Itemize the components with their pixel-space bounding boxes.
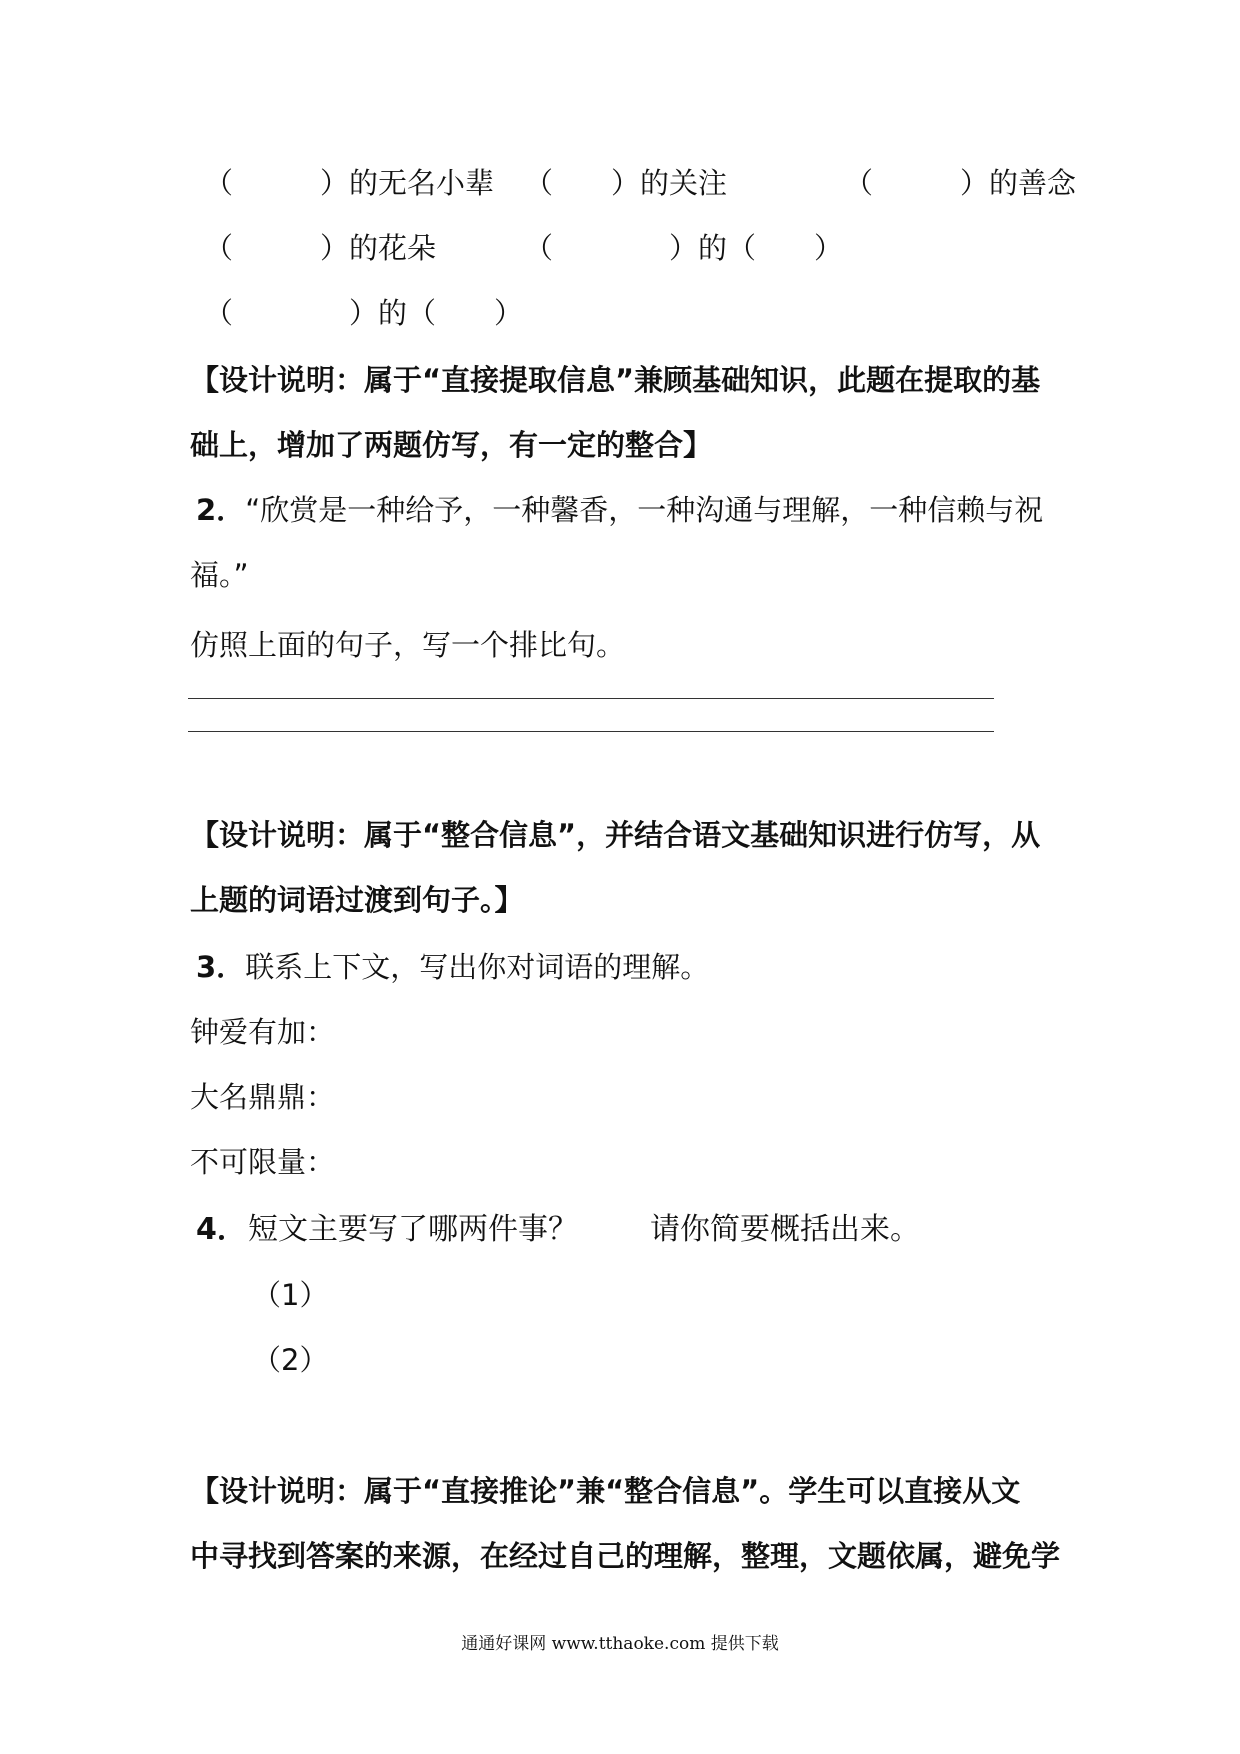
- q3-prompt: 联系上下文，写出你对词语的理解。: [245, 950, 710, 984]
- design-note-1-line-1: 【设计说明：属于“直接提取信息”兼顾基础知识，此题在提取的基: [190, 363, 1041, 397]
- q1-blank-5: （ ）的（ ）: [524, 231, 844, 265]
- q4-item-1: （1）: [252, 1278, 329, 1312]
- q1-blank-1: （ ）的无名小辈: [204, 166, 495, 200]
- q2-quote-line-1: “欣赏是一种给予，一种馨香，一种沟通与理解，一种信赖与祝: [245, 493, 1044, 527]
- q1-blank-2: （ ）的关注: [524, 166, 728, 200]
- q4-number: 4．: [196, 1212, 247, 1247]
- q3-term-2: 大名鼎鼎：: [190, 1080, 336, 1114]
- design-note-3-line-1: 【设计说明：属于“直接推论”兼“整合信息”。学生可以直接从文: [190, 1474, 1021, 1508]
- q3-term-3: 不可限量：: [190, 1145, 336, 1179]
- q1-blank-4: （ ）的花朵: [204, 231, 437, 265]
- design-note-2-line-1: 【设计说明：属于“整合信息”，并结合语文基础知识进行仿写，从: [190, 818, 1041, 852]
- q2-answer-line-1[interactable]: [188, 698, 994, 699]
- q4-prompt-2: 请你简要概括出来。: [650, 1212, 920, 1247]
- q1-blank-row-1: [204, 163, 1077, 203]
- q3-line: [196, 947, 709, 987]
- q3-number: 3．: [196, 950, 246, 984]
- q2-line-1: [196, 490, 1043, 530]
- q4-item-2: （2）: [252, 1343, 329, 1377]
- q1-blank-3: （ ）的善念: [844, 166, 1077, 200]
- page-footer: 通通好课网 www.tthaoke.com 提供下载: [461, 1634, 779, 1654]
- q1-blank-row-3: （ ）的（ ）: [204, 296, 524, 330]
- q3-term-1: 钟爱有加：: [190, 1015, 336, 1049]
- q2-instruction: 仿照上面的句子，写一个排比句。: [190, 628, 626, 662]
- q4-line: [196, 1210, 1016, 1250]
- q2-number: 2．: [196, 493, 246, 527]
- q2-quote-line-2: 福。”: [190, 558, 249, 592]
- design-note-2-line-2: 上题的词语过渡到句子。】: [190, 883, 524, 917]
- design-note-3-line-2: 中寻找到答案的来源，在经过自己的理解，整理，文题依属，避免学: [190, 1539, 1061, 1573]
- q2-answer-line-2[interactable]: [188, 731, 994, 732]
- q4-prompt: 短文主要写了哪两件事？: [248, 1212, 578, 1247]
- design-note-1-line-2: 础上，增加了两题仿写，有一定的整合】: [190, 428, 713, 462]
- q1-blank-row-2: [204, 228, 1064, 268]
